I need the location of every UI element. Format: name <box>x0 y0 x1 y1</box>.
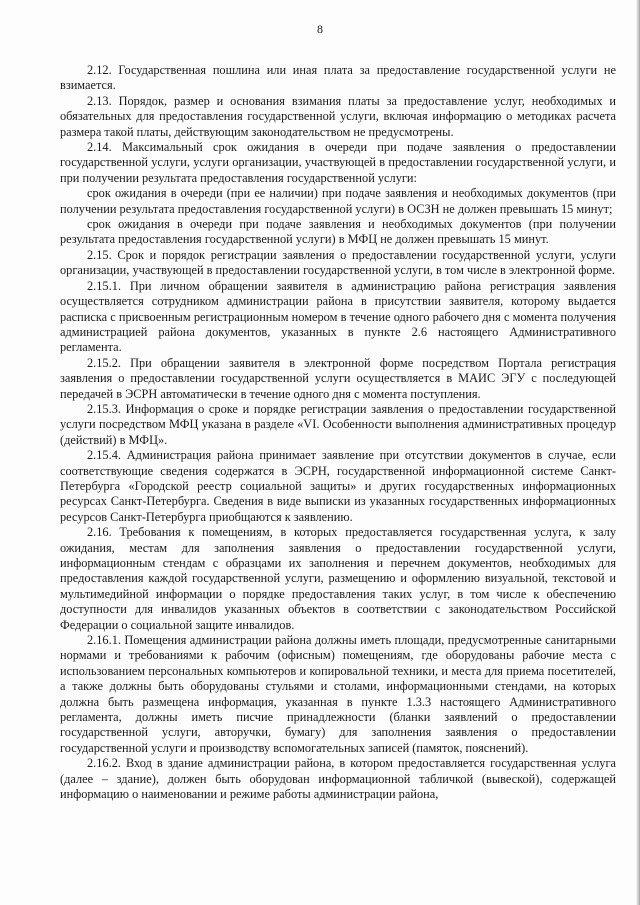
paragraph-2-14-mfc-wait: срок ожидания в очереди при подаче заявления и необходимых документов (при получении результата предоставления государственной услуги) в МФЦ не должен превышать 15 минут. <box>60 217 616 247</box>
scan-edge-shadow <box>636 0 640 905</box>
paragraph-2-15: 2.15. Срок и порядок регистрации заявления о предоставлении государственной услуги, услуги организации, участвующей в предоставлении государственной услуги, в том числе в электронной форме. <box>60 247 616 278</box>
paragraph-2-15-4: 2.15.4. Администрация района принимает заявление при отсутствии документов в случае, если соответствующие сведения содержатся в ЭСРН, государственной информационной системе Санкт-Петербурга «Городской реестр социальной защиты» и других государственных информационных ресурсах Санкт-Петербурга. Сведения в виде выписки из указанных государственных информационных ресурсов Санкт-Петербурга приобщаются к заявлению. <box>60 448 616 524</box>
paragraph-2-14-ozsn-wait: срок ожидания в очереди (при ее наличии) при подаче заявления и необходимых документов (при получении результата предоставления государственной услуги) в ОСЗН не должен превышать 15 минут; <box>60 186 616 216</box>
paragraph-2-13: 2.13. Порядок, размер и основания взимания платы за предоставление услуг, необходимых и обязательных для предоставления государственной услуги, включая информацию о методиках расчета размера такой платы, действующим законодательством не предусмотрены. <box>60 93 616 139</box>
paragraph-2-15-3: 2.15.3. Информация о сроке и порядке регистрации заявления о предоставлении государственной услуги посредством МФЦ указана в разделе «VI. Особенности выполнения административных процедур (действий) в МФЦ». <box>60 401 616 447</box>
paragraph-2-16: 2.16. Требования к помещениям, в которых предоставляется государственная услуга, к залу ожидания, местам для заполнения заявления о предоставлении государственной услуги, информационным стендам с образцами их заполнения и перечнем документов, необходимых для предоставления каждой государственной услуги, размещению и оформлению визуальной, текстовой и мультимедийной информации о порядке предоставления таких услуг, в том числе к обеспечению доступности для инвалидов указанных объектов в соответствии с законодательством Российской Федерации о социальной защите инвалидов. <box>60 525 616 632</box>
paragraph-2-15-2: 2.15.2. При обращении заявителя в электронной форме посредством Портала регистрация заявления о предоставлении государственной услуги осуществляется в МАИС ЭГУ с последующей передачей в ЭСРН автоматически в течение одного дня с момента поступления. <box>60 355 616 401</box>
paragraph-2-16-2: 2.16.2. Вход в здание администрации района, в котором предоставляется государственная услуга (далее – здание), должен быть оборудован информационной табличкой (вывеской), содержащей информацию о наименовании и режиме работы администрации района, <box>60 756 616 802</box>
paragraph-2-14: 2.14. Максимальный срок ожидания в очереди при подаче заявления о предоставлении государственной услуги, услуги организации, участвующей в предоставлении государственной услуги, и при получении результата предоставления государственной услуги: <box>60 140 616 185</box>
paragraph-2-15-1: 2.15.1. При личном обращении заявителя в администрацию района регистрация заявления осуществляется сотрудником администрации района в присутствии заявителя, которому выдается расписка с присвоенным регистрационным номером в течение одного рабочего дня с момента получения администрацией района документов, указанных в пункте 2.6 настоящего Административного регламента. <box>60 278 616 355</box>
document-body <box>60 63 616 803</box>
page-number: 8 <box>317 22 323 36</box>
paragraph-2-12: 2.12. Государственная пошлина или иная плата за предоставление государственной услуги не взимается. <box>60 63 616 93</box>
paragraph-2-16-1: 2.16.1. Помещения администрации района должны иметь площади, предусмотренные санитарными нормами и требованиями к рабочим (офисным) помещениям, где оборудованы рабочие места с использованием персональных компьютеров и копировальной техники, и места для приема посетителей, а также должны быть оборудованы стульями и столами, информационными стендами, на которых должна быть размещена информация, указанная в пункте 1.3.3 настоящего Административного регламента, должны иметь писчие принадлежности (бланки заявлений о предоставлении государственной услуги, авторучки, бумагу) для заполнения заявления о предоставлении государственной услуги и производству вспомогательных записей (памяток, пояснений). <box>60 633 616 755</box>
